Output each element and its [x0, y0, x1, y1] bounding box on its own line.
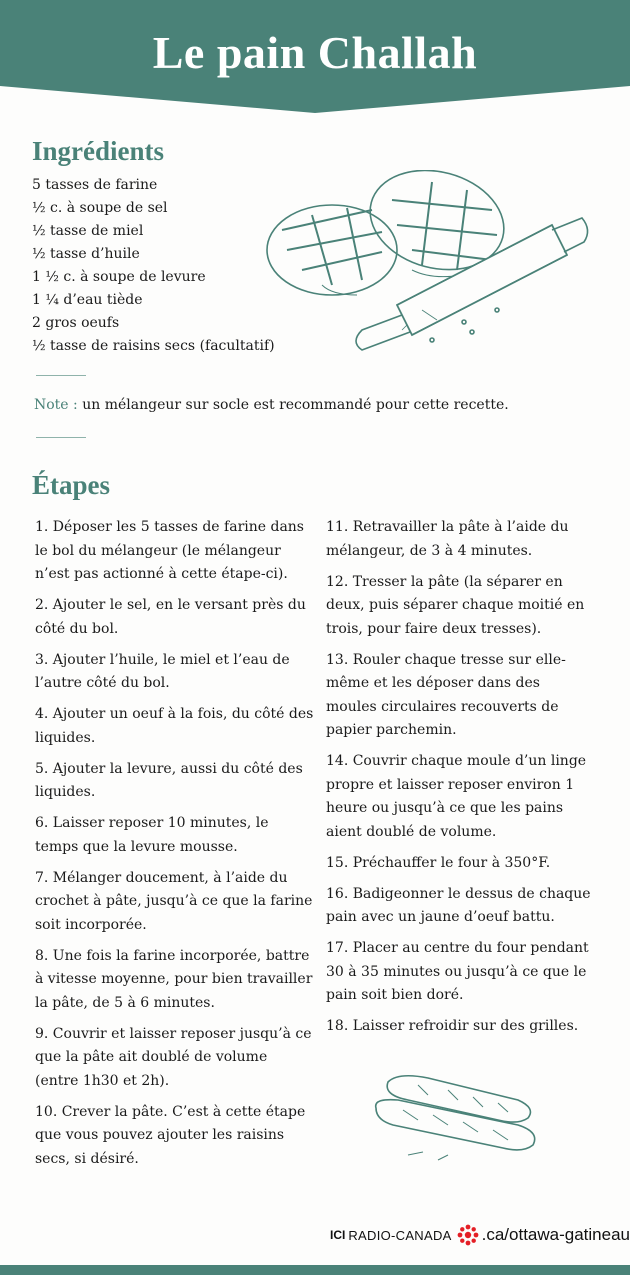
ingredient-item: 1 ¼ d’eau tiède [32, 292, 143, 308]
ingredient-item: ½ tasse de miel [32, 223, 144, 239]
steps-column-right [326, 516, 591, 1046]
baguette-bottom [376, 1100, 535, 1150]
note-text: un mélangeur sur socle est recommandé pour cette recette. [77, 397, 509, 413]
page-title: Le pain Challah [152, 27, 478, 78]
ingredient-item: ½ c. à soupe de sel [32, 200, 168, 216]
step-item: 7. Mélanger doucement, à l’aide du crochet à pâte, jusqu’à ce que la farine soit incorporée. [35, 869, 313, 933]
step-item: 6. Laisser reposer 10 minutes, le temps que la levure mousse. [35, 815, 269, 855]
step-item: 18. Laisser refroidir sur des grilles. [326, 1018, 579, 1034]
step-item: 4. Ajouter un oeuf à la fois, du côté des liquides. [35, 706, 314, 746]
baguettes-illustration [368, 1070, 548, 1175]
step-item: 16. Badigeonner le dessus de chaque pain avec un jaune d’oeuf battu. [326, 885, 591, 925]
step-item: 13. Rouler chaque tresse sur elle-même et les déposer dans des moules circulaires recouverts de papier parchemin. [326, 651, 566, 738]
ingredient-item: 5 tasses de farine [32, 177, 158, 193]
steps-heading: Étapes [32, 470, 111, 500]
divider-top [36, 375, 86, 376]
step-item: 11. Retravailler la pâte à l’aide du mélangeur, de 3 à 4 minutes. [326, 519, 569, 559]
step-item: 9. Couvrir et laisser reposer jusqu’à ce que la pâte ait doublé de volume (entre 1h30 et 2h). [35, 1025, 312, 1089]
step-item: 3. Ajouter l’huile, le miel et l’eau de l’autre côté du bol. [35, 651, 290, 691]
brand-name: RADIO-CANADA [348, 1227, 452, 1243]
note-label: Note : [34, 397, 78, 413]
brand-ici: ICI [330, 1228, 346, 1242]
step-item: 12. Tresser la pâte (la séparer en deux, puis séparer chaque moitié en trois, pour faire deux tresses). [326, 573, 585, 637]
step-item: 8. Une fois la farine incorporée, battre à vitesse moyenne, pour bien travailler la pâte, de 5 à 6 minutes. [35, 947, 313, 1011]
cbc-gem-icon [457, 1224, 479, 1246]
ingredient-item: 2 gros oeufs [32, 315, 120, 331]
step-item: 5. Ajouter la levure, aussi du côté des liquides. [35, 760, 303, 800]
header-banner [0, 0, 630, 114]
footer-url[interactable]: .ca/ottawa-gatineau [481, 1225, 630, 1244]
footer-branding [330, 1222, 630, 1248]
step-item: 2. Ajouter le sel, en le versant près du côté du bol. [35, 597, 306, 637]
step-item: 10. Crever la pâte. C’est à cette étape que vous pouvez ajouter les raisins secs, si désiré. [35, 1103, 306, 1167]
baguette-top [387, 1076, 530, 1122]
ingredient-item: 1 ½ c. à soupe de levure [32, 269, 206, 285]
ingredient-item: ½ tasse d’huile [32, 246, 140, 262]
steps-column-left [35, 516, 315, 1179]
step-item: 15. Préchauffer le four à 350°F. [326, 854, 551, 871]
ingredients-list [32, 174, 275, 358]
bottom-band [0, 1265, 630, 1275]
ingredients-heading: Ingrédients [32, 136, 165, 166]
bread-rolling-pin-illustration [262, 170, 597, 360]
step-item: 17. Placer au centre du four pendant 30 à 35 minutes ou jusqu’à ce que le pain soit bien doré. [326, 940, 589, 1003]
note [34, 397, 509, 413]
step-item: 14. Couvrir chaque moule d’un linge propre et laisser reposer environ 1 heure ou jusqu’à ce que les pains aient doublé de volume. [326, 753, 587, 840]
divider-bottom [36, 437, 86, 438]
step-item: 1. Déposer les 5 tasses de farine dans le bol du mélangeur (le mélangeur n’est pas actionné à cette étape-ci). [35, 519, 304, 582]
ingredient-item: ½ tasse de raisins secs (facultatif) [32, 338, 275, 354]
